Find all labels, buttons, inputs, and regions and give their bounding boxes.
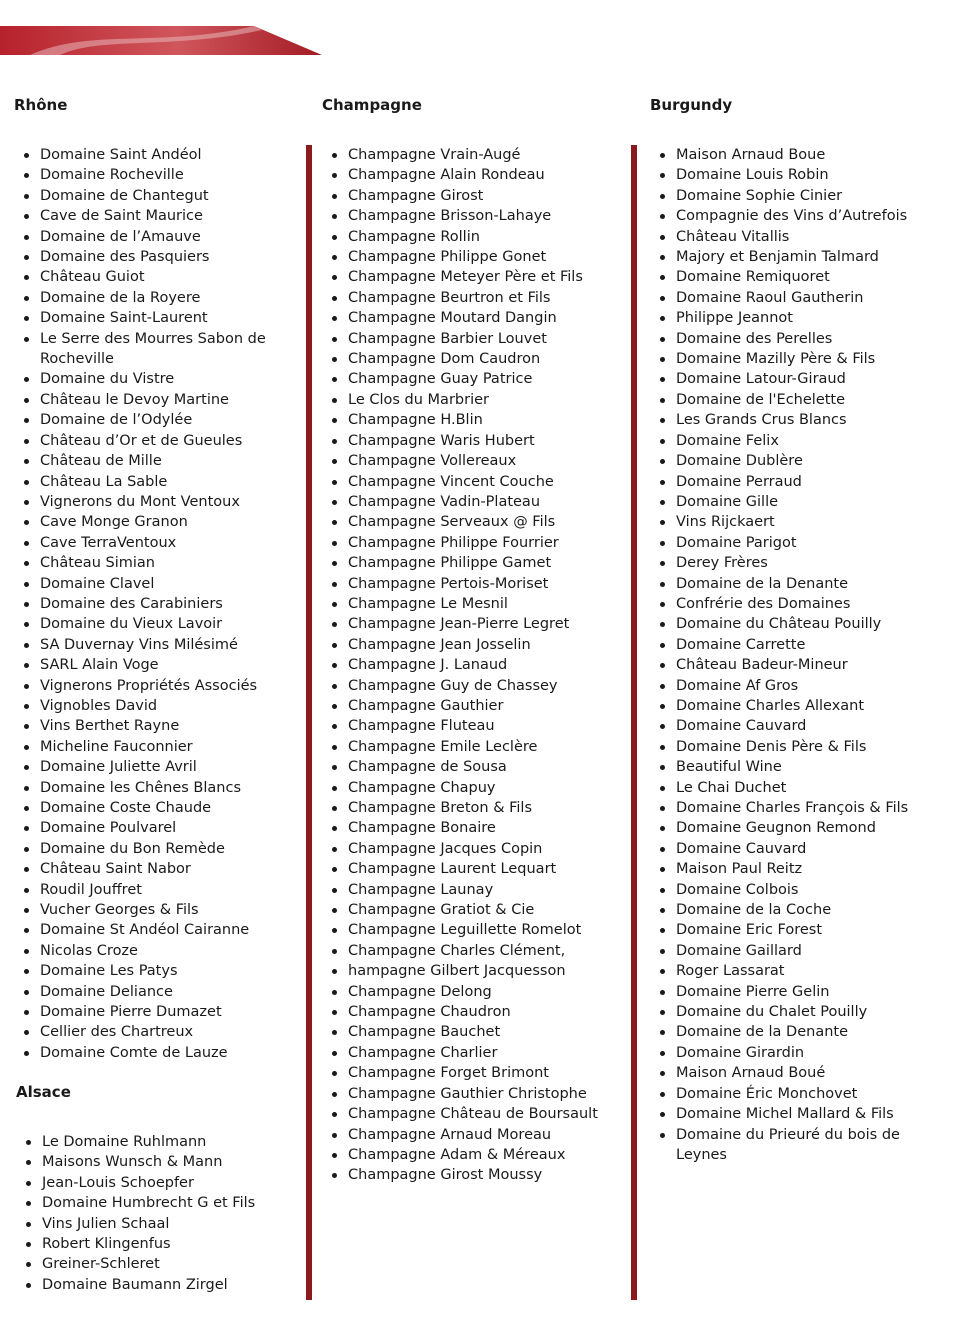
section-title-alsace: Alsace	[16, 1083, 71, 1101]
list-item: Domaine du Chalet Pouilly	[650, 1002, 934, 1022]
list-item: Domaine Carrette	[650, 635, 934, 655]
list-item: Champagne Forget Brimont	[322, 1063, 598, 1083]
rhone-section	[14, 95, 290, 1063]
list-item: Domaine Pierre Gelin	[650, 982, 934, 1002]
list-item: Vignobles David	[14, 696, 290, 716]
list-item: Domaine Eric Forest	[650, 920, 934, 940]
list-item: Domaine Clavel	[14, 574, 290, 594]
list-item: Nicolas Croze	[14, 941, 290, 961]
list-item: Champagne Barbier Louvet	[322, 329, 598, 349]
list-item: Domaine Sophie Cinier	[650, 186, 934, 206]
list-item: Philippe Jeannot	[650, 308, 934, 328]
list-item: Champagne Beurtron et Fils	[322, 288, 598, 308]
list-item: Domaine Gille	[650, 492, 934, 512]
list-item: Greiner-Schleret	[16, 1254, 255, 1274]
list-item: Domaine Éric Monchovet	[650, 1084, 934, 1104]
list-item: Derey Frères	[650, 553, 934, 573]
list-item: Vignerons du Mont Ventoux	[14, 492, 290, 512]
list-item: Domaine Baumann Zirgel	[16, 1275, 255, 1295]
list-item: Domaine Cauvard	[650, 716, 934, 736]
list-item: Domaine du Château Pouilly	[650, 614, 934, 634]
list-item: Domaine de la Royere	[14, 288, 290, 308]
list-item: Champagne Jean Josselin	[322, 635, 598, 655]
list-item: Champagne Gratiot & Cie	[322, 900, 598, 920]
list-item: Domaine de Chantegut	[14, 186, 290, 206]
list-item: Domaine du Vieux Lavoir	[14, 614, 290, 634]
list-item: Champagne Laurent Lequart	[322, 859, 598, 879]
list-item: SARL Alain Voge	[14, 655, 290, 675]
list-item: Domaine Saint Andéol	[14, 145, 290, 165]
list-item: Champagne Leguillette Romelot	[322, 920, 598, 940]
list-item: Domaine de l'Echelette	[650, 390, 934, 410]
list-item: Domaine Charles Allexant	[650, 696, 934, 716]
list-item: Domaine du Prieuré du bois de Leynes	[650, 1125, 934, 1166]
list-item: Champagne Meteyer Père et Fils	[322, 267, 598, 287]
list-item: Beautiful Wine	[650, 757, 934, 777]
list-item: Domaine Coste Chaude	[14, 798, 290, 818]
list-item: Champagne Philippe Gamet	[322, 553, 598, 573]
list-item: Champagne Gauthier	[322, 696, 598, 716]
list-item: Domaine Af Gros	[650, 676, 934, 696]
list-item: Le Domaine Ruhlmann	[16, 1132, 255, 1152]
alsace-section	[16, 1082, 255, 1295]
list-item: Domaine Pierre Dumazet	[14, 1002, 290, 1022]
burgundy-list	[650, 145, 934, 1165]
list-item: Champagne Dom Caudron	[322, 349, 598, 369]
list-item: Domaine Poulvarel	[14, 818, 290, 838]
list-item: Maison Arnaud Boué	[650, 1063, 934, 1083]
list-item: Champagne Guy de Chassey	[322, 676, 598, 696]
list-item: Champagne H.Blin	[322, 410, 598, 430]
list-item: Domaine Cauvard	[650, 839, 934, 859]
list-item: Château Simian	[14, 553, 290, 573]
list-item: Domaine des Perelles	[650, 329, 934, 349]
list-item: Domaine Louis Robin	[650, 165, 934, 185]
list-item: Champagne Bauchet	[322, 1022, 598, 1042]
list-item: Champagne Serveaux @ Fils	[322, 512, 598, 532]
list-item: Vins Julien Schaal	[16, 1214, 255, 1234]
list-item: Champagne de Sousa	[322, 757, 598, 777]
list-item: Champagne Moutard Dangin	[322, 308, 598, 328]
burgundy-section	[650, 95, 934, 1165]
list-item: Champagne Philippe Gonet	[322, 247, 598, 267]
list-item: Champagne Vrain-Augé	[322, 145, 598, 165]
list-item: Champagne Jacques Copin	[322, 839, 598, 859]
list-item: Domaine Comte de Lauze	[14, 1043, 290, 1063]
champagne-section	[322, 95, 598, 1186]
list-item: Domaine Les Patys	[14, 961, 290, 981]
list-item: Vins Berthet Rayne	[14, 716, 290, 736]
list-item: Domaine Dublère	[650, 451, 934, 471]
list-item: Domaine des Carabiniers	[14, 594, 290, 614]
list-item: Domaine Geugnon Remond	[650, 818, 934, 838]
list-item: Champagne Girost	[322, 186, 598, 206]
list-item: Domaine Gaillard	[650, 941, 934, 961]
list-item: Compagnie des Vins d’Autrefois	[650, 206, 934, 226]
list-item: Champagne Philippe Fourrier	[322, 533, 598, 553]
list-item: Champagne Gauthier Christophe	[322, 1084, 598, 1104]
list-item: Château le Devoy Martine	[14, 390, 290, 410]
list-item: Domaine Perraud	[650, 472, 934, 492]
list-item: Champagne Alain Rondeau	[322, 165, 598, 185]
list-item: Maisons Wunsch & Mann	[16, 1152, 255, 1172]
champagne-list	[322, 145, 598, 1186]
list-item: Cave de Saint Maurice	[14, 206, 290, 226]
rhone-list	[14, 145, 290, 1063]
list-item: Champagne Fluteau	[322, 716, 598, 736]
list-item: Domaine Felix	[650, 431, 934, 451]
alsace-list	[16, 1132, 255, 1295]
list-item: Roudil Jouffret	[14, 880, 290, 900]
list-item: Champagne Girost Moussy	[322, 1165, 598, 1185]
list-item: Domaine du Bon Remède	[14, 839, 290, 859]
list-item: Domaine de la Denante	[650, 574, 934, 594]
list-item: Champagne J. Lanaud	[322, 655, 598, 675]
list-item: Cave Monge Granon	[14, 512, 290, 532]
section-title-burgundy: Burgundy	[650, 96, 733, 114]
list-item: Champagne Rollin	[322, 227, 598, 247]
list-item: Micheline Fauconnier	[14, 737, 290, 757]
list-item: Domaine Mazilly Père & Fils	[650, 349, 934, 369]
list-item: Domaine Latour-Giraud	[650, 369, 934, 389]
list-item: Champagne Jean-Pierre Legret	[322, 614, 598, 634]
list-item: Domaine Michel Mallard & Fils	[650, 1104, 934, 1124]
list-item: Domaine de la Coche	[650, 900, 934, 920]
list-item: Château La Sable	[14, 472, 290, 492]
list-item: Champagne Pertois-Moriset	[322, 574, 598, 594]
list-item: Château Vitallis	[650, 227, 934, 247]
list-item: Champagne Vadin-Plateau	[322, 492, 598, 512]
list-item: Champagne Vollereaux	[322, 451, 598, 471]
list-item: Champagne Emile Leclère	[322, 737, 598, 757]
list-item: Domaine Juliette Avril	[14, 757, 290, 777]
list-item: Majory et Benjamin Talmard	[650, 247, 934, 267]
list-item: Champagne Breton & Fils	[322, 798, 598, 818]
list-item: Champagne Charles Clément,	[322, 941, 598, 961]
list-item: Champagne Brisson-Lahaye	[322, 206, 598, 226]
section-title-rhone: Rhône	[14, 96, 68, 114]
list-item: Domaine les Chênes Blancs	[14, 778, 290, 798]
list-item: Roger Lassarat	[650, 961, 934, 981]
list-item: Domaine Charles François & Fils	[650, 798, 934, 818]
list-item: Champagne Le Mesnil	[322, 594, 598, 614]
list-item: Domaine Denis Père & Fils	[650, 737, 934, 757]
list-item: Domaine St Andéol Cairanne	[14, 920, 290, 940]
list-item: Cellier des Chartreux	[14, 1022, 290, 1042]
list-item: Vucher Georges & Fils	[14, 900, 290, 920]
list-item: Domaine Raoul Gautherin	[650, 288, 934, 308]
list-item: Champagne Waris Hubert	[322, 431, 598, 451]
list-item: Domaine Girardin	[650, 1043, 934, 1063]
list-item: Le Chai Duchet	[650, 778, 934, 798]
list-item: Domaine Deliance	[14, 982, 290, 1002]
list-item: Champagne Adam & Méreaux	[322, 1145, 598, 1165]
list-item: Maison Arnaud Boue	[650, 145, 934, 165]
list-item: Champagne Delong	[322, 982, 598, 1002]
list-item: Domaine Parigot	[650, 533, 934, 553]
list-item: Champagne Vincent Couche	[322, 472, 598, 492]
list-item: Château Saint Nabor	[14, 859, 290, 879]
list-item: Château Badeur-Mineur	[650, 655, 934, 675]
list-item: Maison Paul Reitz	[650, 859, 934, 879]
list-item: Robert Klingenfus	[16, 1234, 255, 1254]
list-item: Domaine Rocheville	[14, 165, 290, 185]
list-item: Domaine de la Denante	[650, 1022, 934, 1042]
list-item: Château de Mille	[14, 451, 290, 471]
list-item: Les Grands Crus Blancs	[650, 410, 934, 430]
header-banner	[0, 26, 322, 55]
list-item: Domaine du Vistre	[14, 369, 290, 389]
list-item: Vignerons Propriétés Associés	[14, 676, 290, 696]
divider-line-left	[306, 145, 312, 1300]
list-item: SA Duvernay Vins Milésimé	[14, 635, 290, 655]
list-item: Domaine Colbois	[650, 880, 934, 900]
list-item: Champagne Bonaire	[322, 818, 598, 838]
list-item: Domaine Saint-Laurent	[14, 308, 290, 328]
list-item: Château d’Or et de Gueules	[14, 431, 290, 451]
list-item: Château Guiot	[14, 267, 290, 287]
list-item: Domaine de l’Odylée	[14, 410, 290, 430]
list-item: Domaine de l’Amauve	[14, 227, 290, 247]
list-item: Domaine des Pasquiers	[14, 247, 290, 267]
list-item: Domaine Remiquoret	[650, 267, 934, 287]
list-item: Le Serre des Mourres Sabon de Rocheville	[14, 329, 290, 370]
list-item: Champagne Chaudron	[322, 1002, 598, 1022]
list-item: Domaine Humbrecht G et Fils	[16, 1193, 255, 1213]
list-item: Confrérie des Domaines	[650, 594, 934, 614]
list-item: Cave TerraVentoux	[14, 533, 290, 553]
divider-line-right	[631, 145, 637, 1300]
list-item: Champagne Launay	[322, 880, 598, 900]
list-item: hampagne Gilbert Jacquesson	[322, 961, 598, 981]
list-item: Champagne Guay Patrice	[322, 369, 598, 389]
list-item: Champagne Château de Boursault	[322, 1104, 598, 1124]
list-item: Le Clos du Marbrier	[322, 390, 598, 410]
section-title-champagne: Champagne	[322, 96, 422, 114]
list-item: Vins Rijckaert	[650, 512, 934, 532]
list-item: Jean-Louis Schoepfer	[16, 1173, 255, 1193]
list-item: Champagne Chapuy	[322, 778, 598, 798]
list-item: Champagne Charlier	[322, 1043, 598, 1063]
list-item: Champagne Arnaud Moreau	[322, 1125, 598, 1145]
